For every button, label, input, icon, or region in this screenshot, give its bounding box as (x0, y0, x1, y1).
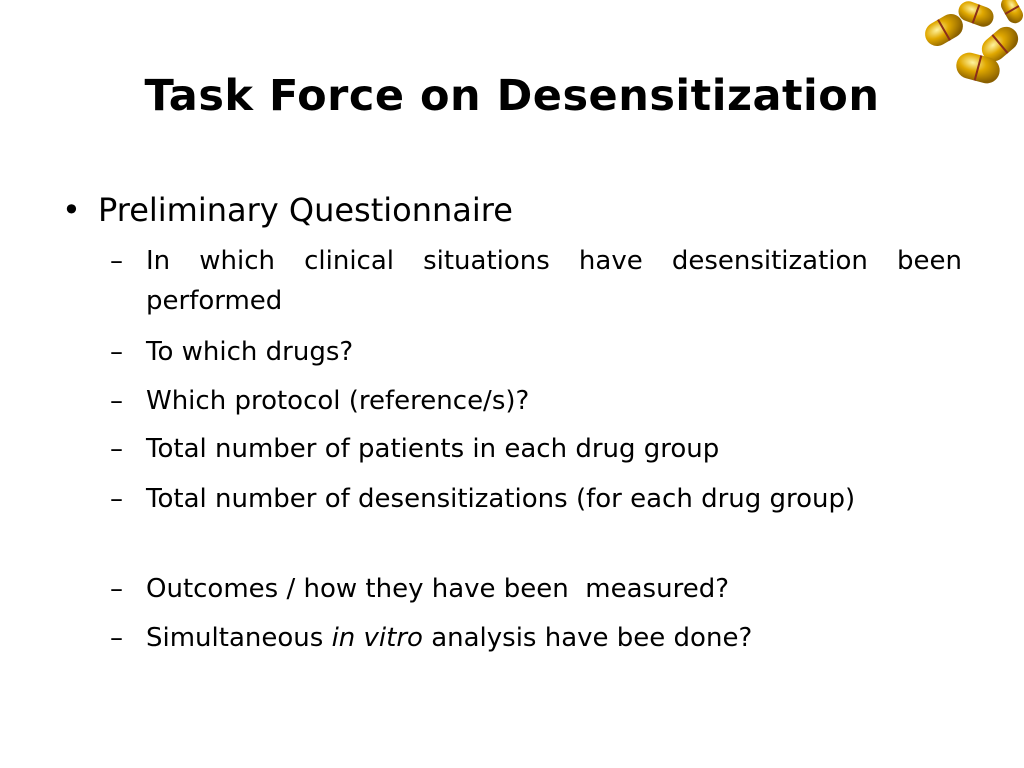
sub-item-situations (110, 241, 962, 321)
sub-item-marker: – (110, 246, 123, 276)
sub-item-text-before: Simultaneous (146, 623, 332, 653)
sub-item-protocol (110, 381, 962, 421)
sub-item-marker: – (110, 337, 123, 367)
sub-item-text-italic: in vitro (331, 623, 423, 653)
sub-item-text: Total number of desensitizations (for each drug group) (146, 484, 856, 514)
sub-item-text: In which clinical situations have desensitization been performed (146, 246, 962, 316)
bullet-item (62, 188, 513, 232)
sub-item-text: To which drugs? (146, 337, 354, 367)
sub-item-text (146, 618, 962, 658)
sub-item-text-after: analysis have bee done? (422, 623, 753, 653)
sub-item-text: Outcomes / how they have been measured? (146, 574, 729, 604)
sub-item-in-vitro (110, 618, 962, 658)
slide-title: Task Force on Desensitization (144, 71, 880, 121)
sub-item-marker: – (110, 484, 123, 514)
sub-item-text: Total number of patients in each drug group (146, 434, 720, 464)
sub-item-desensitizations (110, 479, 962, 519)
sub-item-patients (110, 429, 962, 469)
sub-item-marker: – (110, 623, 123, 653)
sub-item-marker: – (110, 434, 123, 464)
sub-item-marker: – (110, 574, 123, 604)
sub-item-text: Which protocol (reference/s)? (146, 386, 530, 416)
bullet-marker: • (62, 191, 81, 229)
sub-item-marker: – (110, 386, 123, 416)
sub-item-outcomes (110, 569, 962, 609)
bullet-text: Preliminary Questionnaire (98, 191, 513, 229)
sub-item-drugs (110, 332, 962, 372)
